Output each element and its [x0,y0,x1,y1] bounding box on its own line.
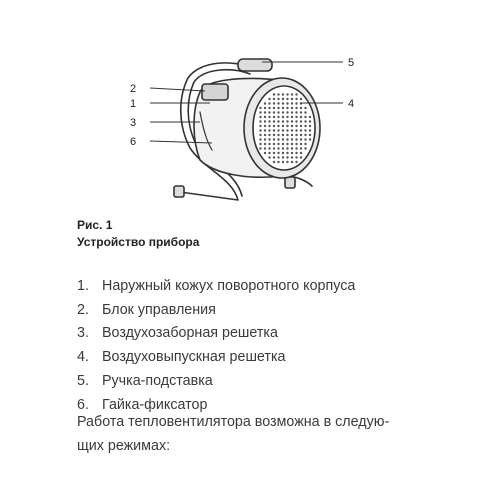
grille-hole [304,134,306,136]
grille-hole [286,125,288,127]
grille-hole [309,125,311,127]
grille-hole [300,129,302,131]
grille-hole [259,138,261,140]
grille-hole [268,147,270,149]
grille-hole [277,111,279,113]
grille-hole [304,143,306,145]
paragraph-line: щих режимах: [77,437,171,454]
callout-label-2: 2 [130,83,137,95]
grille-hole [304,111,306,113]
list-item-number: 4. [77,349,89,366]
grille-hole [259,125,261,127]
grille-hole [295,152,297,154]
grille-hole [259,120,261,122]
grille-hole [282,116,284,118]
callout-label-5: 5 [348,57,355,69]
grille-hole [282,107,284,109]
grille-hole [291,125,293,127]
grille-hole [309,134,311,136]
grille-hole [282,156,284,158]
grille-hole [291,161,293,163]
grille-hole [268,107,270,109]
grille-hole [264,125,266,127]
grille-hole [268,129,270,131]
grille-hole [277,152,279,154]
list-item-number: 2. [77,301,89,318]
grille-hole [273,116,275,118]
grille-hole [277,98,279,100]
stand-foot-left [174,186,184,197]
callout-label-4: 4 [348,98,355,110]
grille-hole [268,134,270,136]
grille-hole [309,120,311,122]
grille-hole [286,93,288,95]
grille-hole [291,147,293,149]
grille-hole [300,134,302,136]
grille-hole [273,134,275,136]
grille-hole [286,129,288,131]
grille-hole [277,143,279,145]
grille-hole [286,161,288,163]
grille-hole [273,143,275,145]
grille-hole [273,120,275,122]
grille-hole [282,147,284,149]
grille-hole [268,156,270,158]
grille-hole [273,161,275,163]
grille-hole [286,111,288,113]
grille-hole [273,156,275,158]
grille-hole [264,143,266,145]
grille-hole [264,138,266,140]
grille-hole [268,143,270,145]
grille-hole [291,98,293,100]
list-item-text: Наружный кожух поворотного корпуса [102,277,356,294]
grille-hole [286,143,288,145]
grille-hole [282,93,284,95]
grille-hole [277,147,279,149]
grille-hole [309,129,311,131]
grille-hole [277,93,279,95]
grille-hole [295,161,297,163]
grille-hole [268,152,270,154]
grille-hole [282,129,284,131]
grille-hole [282,102,284,104]
grille-hole [300,152,302,154]
grille-hole [291,143,293,145]
list-item-text: Блок управления [102,301,216,318]
grille-hole [273,102,275,104]
grille-hole [295,156,297,158]
grille-hole [295,102,297,104]
grille-hole [291,129,293,131]
list-item [77,369,355,393]
heater-illustration [174,59,320,200]
grille-hole [286,120,288,122]
grille-hole [304,116,306,118]
grille-hole [291,152,293,154]
grille-hole [300,147,302,149]
grille-hole [259,147,261,149]
grille-hole [295,107,297,109]
grille-hole [259,107,261,109]
grille-hole [295,98,297,100]
callout-label-3: 3 [130,117,137,129]
list-item-number: 6. [77,396,89,413]
grille-hole [273,107,275,109]
grille-hole [277,116,279,118]
grille-hole [304,107,306,109]
list-item-text: Воздуховыпускная решетка [102,349,286,366]
grille-hole [268,98,270,100]
grille-hole [264,111,266,113]
grille-hole [277,102,279,104]
grille-hole [304,129,306,131]
grille-hole [264,129,266,131]
grille-hole [291,120,293,122]
figure-number: Рис. 1 [77,218,113,232]
stand-foot-right [285,177,295,188]
grille-hole [304,120,306,122]
grille-hole [277,120,279,122]
grille-hole [295,93,297,95]
grille-hole [277,161,279,163]
grille-hole [282,161,284,163]
handle-grip [238,59,272,71]
grille-hole [295,125,297,127]
parts-list [77,274,355,417]
grille-hole [273,111,275,113]
grille-hole [264,147,266,149]
grille-hole [277,125,279,127]
grille-hole [282,120,284,122]
list-item-text: Гайка-фиксатор [102,396,208,413]
list-item [77,345,355,369]
grille-hole [277,138,279,140]
grille-hole [268,102,270,104]
grille-hole [300,107,302,109]
grille-hole [286,107,288,109]
paragraph-line: Работа тепловентилятора возможна в следую- [77,414,390,430]
grille-hole [300,111,302,113]
list-item [77,322,355,346]
grille-hole [300,143,302,145]
list-item-text: Ручка-подставка [102,373,213,390]
grille-hole [277,129,279,131]
grille-hole [286,102,288,104]
grille-hole [277,134,279,136]
grille-hole [264,102,266,104]
grille-hole [259,111,261,113]
grille-hole [295,120,297,122]
grille-hole [286,134,288,136]
grille-hole [309,138,311,140]
grille-hole [291,93,293,95]
grille-hole [286,156,288,158]
grille-hole [295,129,297,131]
callout-line-2 [150,88,205,91]
grille-hole [304,147,306,149]
grille-hole [259,129,261,131]
list-item-number: 3. [77,325,89,342]
grille-hole [264,134,266,136]
callout-label-1: 1 [130,98,137,110]
grille-hole [291,107,293,109]
grille-hole [300,120,302,122]
grille-hole [300,156,302,158]
list-item [77,274,355,298]
heater-diagram [0,0,500,215]
grille-hole [295,116,297,118]
grille-hole [295,134,297,136]
grille-hole [286,147,288,149]
grille-hole [282,138,284,140]
grille-hole [286,116,288,118]
grille-hole [282,143,284,145]
grille-hole [282,125,284,127]
grille-hole [259,134,261,136]
grille-hole [291,156,293,158]
grille-hole [273,98,275,100]
list-item-text: Воздухозаборная решетка [102,325,278,342]
body-paragraph [77,411,437,459]
grille-hole [291,102,293,104]
grille-hole [295,138,297,140]
grille-hole [295,143,297,145]
grille-hole [295,147,297,149]
grille-hole [273,147,275,149]
grille-hole [273,129,275,131]
grille-hole [286,152,288,154]
grille-hole [304,138,306,140]
grille-hole [273,93,275,95]
grille-hole [277,156,279,158]
grille-hole [273,125,275,127]
list-item-number: 5. [77,373,89,390]
grille-hole [309,116,311,118]
grille-hole [268,116,270,118]
grille-hole [268,125,270,127]
grille-hole [264,152,266,154]
grille-hole [268,138,270,140]
grille-hole [300,98,302,100]
grille-hole [282,98,284,100]
grille-hole [300,116,302,118]
callout-label-6: 6 [130,136,137,148]
grille-hole [300,125,302,127]
grille-hole [282,152,284,154]
figure-title: Устройство прибора [77,235,200,249]
grille-hole [273,138,275,140]
control-block [202,84,228,100]
grille-hole [264,107,266,109]
grille-hole [300,138,302,140]
grille-hole [273,152,275,154]
grille-hole [291,138,293,140]
grille-hole [291,134,293,136]
grille-hole [268,120,270,122]
list-item-number: 1. [77,277,89,294]
grille-hole [282,134,284,136]
grille-hole [286,138,288,140]
grille-hole [259,143,261,145]
grille-hole [268,111,270,113]
grille-hole [304,125,306,127]
grille-hole [291,111,293,113]
grille-hole [295,111,297,113]
grille-hole [286,98,288,100]
grille-hole [264,116,266,118]
grille-hole [259,116,261,118]
grille-hole [264,120,266,122]
grille-hole [277,107,279,109]
grille-hole [282,111,284,113]
grille-hole [291,116,293,118]
list-item [77,298,355,322]
